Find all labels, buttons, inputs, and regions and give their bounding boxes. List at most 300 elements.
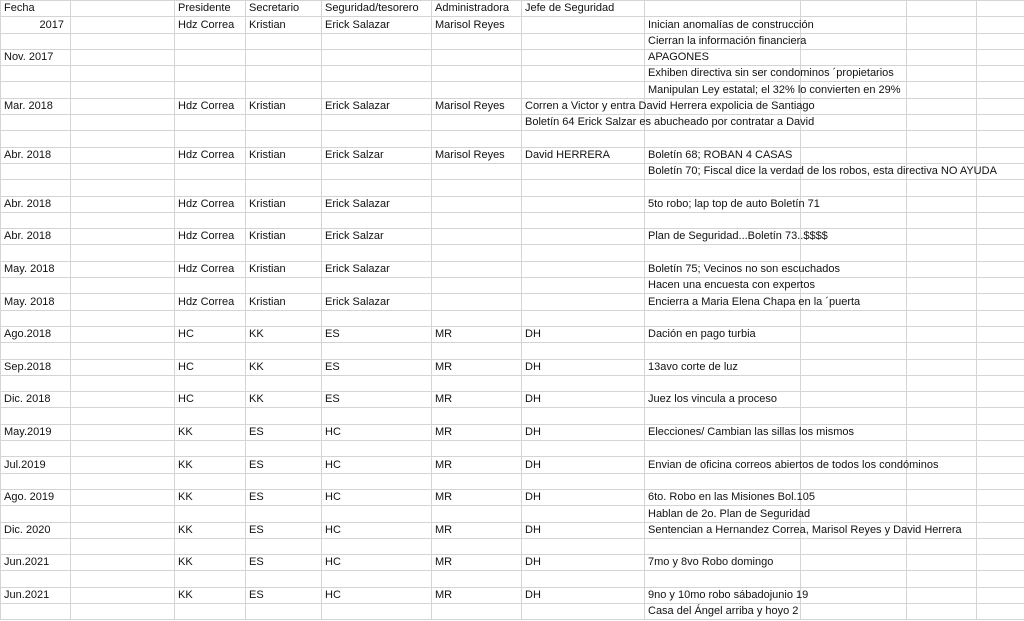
table-cell[interactable] xyxy=(246,163,322,179)
header-cell[interactable]: Fecha xyxy=(1,1,71,17)
table-cell[interactable] xyxy=(322,343,432,359)
table-cell[interactable] xyxy=(1,603,71,619)
table-cell[interactable] xyxy=(801,441,907,457)
table-cell[interactable]: HC xyxy=(322,587,432,603)
header-cell[interactable]: Secretario xyxy=(246,1,322,17)
table-cell[interactable] xyxy=(71,555,175,571)
table-cell[interactable] xyxy=(977,506,1024,522)
table-cell[interactable] xyxy=(246,278,322,294)
table-cell[interactable] xyxy=(432,115,522,131)
table-cell[interactable] xyxy=(1,66,71,82)
table-cell[interactable] xyxy=(907,506,977,522)
table-cell[interactable] xyxy=(801,489,907,505)
table-cell[interactable]: Boletín 68; ROBAN 4 CASAS xyxy=(645,147,801,163)
table-cell[interactable] xyxy=(645,538,801,554)
table-cell[interactable]: Boletín 64 Erick Salzar es abucheado por contratar a David xyxy=(522,115,645,131)
table-cell[interactable] xyxy=(977,33,1024,49)
table-cell[interactable] xyxy=(246,571,322,587)
table-cell[interactable] xyxy=(432,131,522,147)
table-cell[interactable] xyxy=(907,424,977,440)
table-cell[interactable] xyxy=(432,441,522,457)
table-cell[interactable]: HC xyxy=(175,392,246,408)
table-cell[interactable] xyxy=(977,408,1024,424)
table-cell[interactable] xyxy=(977,326,1024,342)
table-cell[interactable] xyxy=(71,326,175,342)
table-cell[interactable] xyxy=(801,49,907,65)
table-cell[interactable]: ES xyxy=(246,587,322,603)
table-cell[interactable] xyxy=(175,115,246,131)
table-cell[interactable] xyxy=(801,326,907,342)
table-cell[interactable] xyxy=(907,17,977,33)
table-cell[interactable] xyxy=(1,441,71,457)
table-cell[interactable] xyxy=(432,408,522,424)
table-cell[interactable] xyxy=(977,261,1024,277)
table-cell[interactable]: 2017 xyxy=(1,17,71,33)
table-cell[interactable] xyxy=(71,131,175,147)
table-cell[interactable]: Kristian xyxy=(246,196,322,212)
table-cell[interactable] xyxy=(907,82,977,98)
table-cell[interactable] xyxy=(801,115,907,131)
table-cell[interactable]: Sep.2018 xyxy=(1,359,71,375)
table-cell[interactable]: Hdz Correa xyxy=(175,196,246,212)
table-cell[interactable] xyxy=(522,571,645,587)
table-cell[interactable]: ES xyxy=(246,424,322,440)
table-cell[interactable] xyxy=(432,473,522,489)
table-cell[interactable] xyxy=(322,49,432,65)
table-cell[interactable] xyxy=(801,375,907,391)
table-cell[interactable] xyxy=(432,506,522,522)
table-cell[interactable] xyxy=(522,82,645,98)
table-cell[interactable] xyxy=(71,180,175,196)
table-cell[interactable]: DH xyxy=(522,522,645,538)
table-cell[interactable]: Marisol Reyes xyxy=(432,147,522,163)
table-cell[interactable] xyxy=(1,131,71,147)
header-cell[interactable] xyxy=(801,1,907,17)
table-cell[interactable] xyxy=(71,441,175,457)
table-cell[interactable]: Marisol Reyes xyxy=(432,98,522,114)
table-cell[interactable]: HC xyxy=(322,522,432,538)
table-cell[interactable] xyxy=(522,33,645,49)
table-cell[interactable] xyxy=(432,278,522,294)
table-cell[interactable] xyxy=(1,115,71,131)
table-cell[interactable] xyxy=(907,392,977,408)
table-cell[interactable] xyxy=(432,245,522,261)
table-cell[interactable] xyxy=(71,343,175,359)
table-cell[interactable] xyxy=(432,180,522,196)
table-cell[interactable] xyxy=(71,571,175,587)
table-cell[interactable] xyxy=(977,115,1024,131)
table-cell[interactable] xyxy=(907,294,977,310)
table-cell[interactable] xyxy=(71,408,175,424)
table-cell[interactable] xyxy=(522,261,645,277)
table-cell[interactable]: HC xyxy=(322,457,432,473)
table-cell[interactable]: Cierran la información financiera xyxy=(645,33,801,49)
table-cell[interactable]: Erick Salazar xyxy=(322,261,432,277)
table-cell[interactable] xyxy=(322,115,432,131)
table-cell[interactable] xyxy=(645,131,801,147)
table-cell[interactable] xyxy=(801,131,907,147)
table-cell[interactable]: DH xyxy=(522,392,645,408)
header-cell[interactable] xyxy=(645,1,801,17)
table-cell[interactable]: KK xyxy=(246,359,322,375)
table-cell[interactable] xyxy=(522,212,645,228)
table-cell[interactable]: Erick Salzar xyxy=(322,229,432,245)
table-cell[interactable]: ES xyxy=(246,457,322,473)
table-cell[interactable] xyxy=(801,587,907,603)
table-cell[interactable] xyxy=(246,115,322,131)
table-cell[interactable] xyxy=(175,49,246,65)
table-cell[interactable] xyxy=(977,245,1024,261)
table-cell[interactable] xyxy=(322,278,432,294)
table-cell[interactable] xyxy=(175,212,246,228)
table-cell[interactable] xyxy=(246,473,322,489)
header-cell[interactable]: Administradora xyxy=(432,1,522,17)
table-cell[interactable]: Envian de oficina correos abiertos de todos los condóminos xyxy=(645,457,801,473)
table-cell[interactable] xyxy=(71,506,175,522)
table-cell[interactable] xyxy=(432,229,522,245)
header-cell[interactable] xyxy=(907,1,977,17)
table-cell[interactable] xyxy=(71,212,175,228)
table-cell[interactable] xyxy=(175,473,246,489)
table-cell[interactable] xyxy=(907,180,977,196)
table-cell[interactable] xyxy=(977,375,1024,391)
table-cell[interactable] xyxy=(246,375,322,391)
table-cell[interactable] xyxy=(645,212,801,228)
table-cell[interactable] xyxy=(71,538,175,554)
table-cell[interactable]: KK xyxy=(175,424,246,440)
table-cell[interactable]: HC xyxy=(175,326,246,342)
table-cell[interactable] xyxy=(522,441,645,457)
table-cell[interactable] xyxy=(1,375,71,391)
table-cell[interactable] xyxy=(977,131,1024,147)
table-cell[interactable] xyxy=(907,212,977,228)
table-cell[interactable]: HC xyxy=(322,555,432,571)
table-cell[interactable] xyxy=(522,66,645,82)
table-cell[interactable] xyxy=(645,408,801,424)
table-cell[interactable] xyxy=(71,98,175,114)
table-cell[interactable]: MR xyxy=(432,489,522,505)
table-cell[interactable] xyxy=(175,343,246,359)
table-cell[interactable]: DH xyxy=(522,555,645,571)
table-cell[interactable] xyxy=(175,131,246,147)
table-cell[interactable]: Hdz Correa xyxy=(175,98,246,114)
table-cell[interactable] xyxy=(322,180,432,196)
table-cell[interactable] xyxy=(907,115,977,131)
table-cell[interactable]: Erick Salazar xyxy=(322,196,432,212)
table-cell[interactable] xyxy=(246,66,322,82)
table-cell[interactable] xyxy=(432,294,522,310)
table-cell[interactable]: DH xyxy=(522,326,645,342)
table-cell[interactable] xyxy=(71,489,175,505)
table-cell[interactable] xyxy=(645,375,801,391)
table-cell[interactable] xyxy=(432,310,522,326)
table-cell[interactable] xyxy=(1,163,71,179)
table-cell[interactable] xyxy=(907,473,977,489)
table-cell[interactable] xyxy=(907,571,977,587)
table-cell[interactable] xyxy=(1,310,71,326)
table-cell[interactable]: Marisol Reyes xyxy=(432,17,522,33)
table-cell[interactable] xyxy=(1,408,71,424)
table-cell[interactable] xyxy=(246,212,322,228)
table-cell[interactable] xyxy=(977,278,1024,294)
table-cell[interactable]: 7mo y 8vo Robo domingo xyxy=(645,555,801,571)
table-cell[interactable]: MR xyxy=(432,555,522,571)
table-cell[interactable] xyxy=(246,603,322,619)
table-cell[interactable] xyxy=(432,343,522,359)
table-cell[interactable] xyxy=(801,506,907,522)
table-cell[interactable]: DH xyxy=(522,424,645,440)
table-cell[interactable]: APAGONES xyxy=(645,49,801,65)
table-cell[interactable] xyxy=(645,441,801,457)
table-cell[interactable] xyxy=(645,310,801,326)
table-cell[interactable] xyxy=(175,441,246,457)
table-cell[interactable] xyxy=(246,343,322,359)
table-cell[interactable] xyxy=(907,538,977,554)
table-cell[interactable] xyxy=(1,473,71,489)
header-cell[interactable]: Seguridad/tesorero xyxy=(322,1,432,17)
table-cell[interactable] xyxy=(175,278,246,294)
table-cell[interactable]: Kristian xyxy=(246,17,322,33)
header-cell[interactable]: Presidente xyxy=(175,1,246,17)
table-cell[interactable] xyxy=(1,212,71,228)
table-cell[interactable]: 9no y 10mo robo sábadojunio 19 xyxy=(645,587,801,603)
table-cell[interactable]: ES xyxy=(246,555,322,571)
table-cell[interactable] xyxy=(907,326,977,342)
table-cell[interactable] xyxy=(977,212,1024,228)
table-cell[interactable]: Inician anomalías de construcción xyxy=(645,17,801,33)
table-cell[interactable]: Hdz Correa xyxy=(175,294,246,310)
table-cell[interactable] xyxy=(246,506,322,522)
table-cell[interactable] xyxy=(977,441,1024,457)
table-cell[interactable]: Erick Salazar xyxy=(322,294,432,310)
table-cell[interactable] xyxy=(977,98,1024,114)
table-cell[interactable] xyxy=(71,261,175,277)
table-cell[interactable] xyxy=(175,506,246,522)
table-cell[interactable] xyxy=(801,17,907,33)
table-cell[interactable] xyxy=(977,424,1024,440)
table-cell[interactable] xyxy=(71,294,175,310)
table-cell[interactable] xyxy=(1,33,71,49)
table-cell[interactable] xyxy=(246,441,322,457)
table-cell[interactable] xyxy=(907,66,977,82)
table-cell[interactable] xyxy=(977,571,1024,587)
table-cell[interactable] xyxy=(977,49,1024,65)
table-cell[interactable] xyxy=(71,587,175,603)
table-cell[interactable] xyxy=(71,66,175,82)
table-cell[interactable] xyxy=(71,82,175,98)
table-cell[interactable] xyxy=(71,17,175,33)
table-cell[interactable] xyxy=(322,163,432,179)
table-cell[interactable] xyxy=(907,603,977,619)
table-cell[interactable] xyxy=(322,66,432,82)
table-cell[interactable] xyxy=(432,538,522,554)
table-cell[interactable] xyxy=(522,17,645,33)
table-cell[interactable] xyxy=(977,473,1024,489)
table-cell[interactable] xyxy=(522,538,645,554)
table-cell[interactable] xyxy=(801,33,907,49)
table-cell[interactable]: Erick Salazar xyxy=(322,17,432,33)
table-cell[interactable] xyxy=(322,571,432,587)
table-cell[interactable] xyxy=(977,147,1024,163)
table-cell[interactable]: Dic. 2020 xyxy=(1,522,71,538)
table-cell[interactable]: 5to robo; lap top de auto Boletín 71 xyxy=(645,196,801,212)
table-cell[interactable] xyxy=(801,603,907,619)
table-cell[interactable] xyxy=(71,457,175,473)
table-cell[interactable] xyxy=(522,603,645,619)
table-cell[interactable] xyxy=(432,603,522,619)
table-cell[interactable]: HC xyxy=(322,424,432,440)
table-cell[interactable] xyxy=(71,375,175,391)
table-cell[interactable]: DH xyxy=(522,359,645,375)
table-cell[interactable] xyxy=(522,473,645,489)
table-cell[interactable] xyxy=(246,49,322,65)
table-cell[interactable]: MR xyxy=(432,522,522,538)
table-cell[interactable] xyxy=(645,473,801,489)
table-cell[interactable]: HC xyxy=(175,359,246,375)
table-cell[interactable]: DH xyxy=(522,489,645,505)
table-cell[interactable] xyxy=(322,441,432,457)
table-cell[interactable] xyxy=(322,603,432,619)
table-cell[interactable] xyxy=(801,359,907,375)
table-cell[interactable] xyxy=(977,603,1024,619)
table-cell[interactable] xyxy=(907,587,977,603)
table-cell[interactable] xyxy=(907,375,977,391)
table-cell[interactable] xyxy=(175,310,246,326)
table-cell[interactable]: Encierra a Maria Elena Chapa en la ´puerta xyxy=(645,294,801,310)
table-cell[interactable]: Dic. 2018 xyxy=(1,392,71,408)
table-cell[interactable] xyxy=(432,375,522,391)
table-cell[interactable] xyxy=(1,538,71,554)
table-cell[interactable] xyxy=(801,571,907,587)
table-cell[interactable]: Hacen una encuesta con expertos xyxy=(645,278,801,294)
table-cell[interactable] xyxy=(907,131,977,147)
table-cell[interactable] xyxy=(71,278,175,294)
table-cell[interactable] xyxy=(977,555,1024,571)
table-cell[interactable]: May. 2018 xyxy=(1,294,71,310)
table-cell[interactable] xyxy=(977,310,1024,326)
table-cell[interactable]: Dación en pago turbia xyxy=(645,326,801,342)
table-cell[interactable] xyxy=(71,359,175,375)
table-cell[interactable] xyxy=(322,131,432,147)
table-cell[interactable] xyxy=(322,408,432,424)
table-cell[interactable]: Manipulan Ley estatal; el 32% lo convierten en 29% xyxy=(645,82,801,98)
table-cell[interactable] xyxy=(977,392,1024,408)
table-cell[interactable] xyxy=(907,310,977,326)
table-cell[interactable] xyxy=(977,587,1024,603)
table-cell[interactable] xyxy=(246,131,322,147)
table-cell[interactable] xyxy=(322,538,432,554)
table-cell[interactable] xyxy=(322,375,432,391)
table-cell[interactable] xyxy=(71,392,175,408)
table-cell[interactable]: Hdz Correa xyxy=(175,261,246,277)
table-cell[interactable]: ES xyxy=(246,489,322,505)
table-cell[interactable] xyxy=(801,408,907,424)
table-cell[interactable] xyxy=(907,261,977,277)
table-cell[interactable] xyxy=(1,571,71,587)
table-cell[interactable] xyxy=(175,538,246,554)
table-cell[interactable]: KK xyxy=(175,522,246,538)
table-cell[interactable] xyxy=(175,375,246,391)
table-cell[interactable]: May. 2018 xyxy=(1,261,71,277)
table-cell[interactable] xyxy=(175,245,246,261)
table-cell[interactable] xyxy=(175,571,246,587)
table-cell[interactable]: Hdz Correa xyxy=(175,229,246,245)
table-cell[interactable] xyxy=(522,196,645,212)
table-cell[interactable]: MR xyxy=(432,424,522,440)
table-cell[interactable]: Kristian xyxy=(246,98,322,114)
table-cell[interactable] xyxy=(977,294,1024,310)
table-cell[interactable] xyxy=(977,180,1024,196)
table-cell[interactable] xyxy=(977,489,1024,505)
table-cell[interactable]: ES xyxy=(322,392,432,408)
table-cell[interactable] xyxy=(1,506,71,522)
table-cell[interactable]: 13avo corte de luz xyxy=(645,359,801,375)
table-cell[interactable]: Corren a Victor y entra David Herrera expolicia de Santiago xyxy=(522,98,645,114)
table-cell[interactable] xyxy=(977,457,1024,473)
table-cell[interactable]: Juez los vincula a proceso xyxy=(645,392,801,408)
table-cell[interactable] xyxy=(801,538,907,554)
table-cell[interactable]: ES xyxy=(322,359,432,375)
table-cell[interactable] xyxy=(522,408,645,424)
table-cell[interactable] xyxy=(645,343,801,359)
table-cell[interactable]: Hdz Correa xyxy=(175,17,246,33)
table-cell[interactable] xyxy=(246,245,322,261)
table-cell[interactable]: Abr. 2018 xyxy=(1,147,71,163)
table-cell[interactable]: Kristian xyxy=(246,229,322,245)
table-cell[interactable] xyxy=(71,49,175,65)
table-cell[interactable] xyxy=(907,555,977,571)
table-cell[interactable] xyxy=(71,115,175,131)
table-cell[interactable] xyxy=(977,229,1024,245)
table-cell[interactable] xyxy=(432,196,522,212)
table-cell[interactable] xyxy=(907,98,977,114)
table-cell[interactable] xyxy=(907,441,977,457)
table-cell[interactable]: Ago.2018 xyxy=(1,326,71,342)
table-cell[interactable] xyxy=(71,229,175,245)
table-cell[interactable]: MR xyxy=(432,457,522,473)
table-cell[interactable] xyxy=(977,17,1024,33)
table-cell[interactable] xyxy=(175,66,246,82)
table-cell[interactable] xyxy=(175,408,246,424)
table-cell[interactable] xyxy=(907,343,977,359)
table-cell[interactable] xyxy=(977,82,1024,98)
table-cell[interactable] xyxy=(522,506,645,522)
table-cell[interactable]: May.2019 xyxy=(1,424,71,440)
header-cell[interactable] xyxy=(977,1,1024,17)
table-cell[interactable]: Sentencian a Hernandez Correa, Marisol Reyes y David Herrera xyxy=(645,522,801,538)
table-cell[interactable] xyxy=(801,392,907,408)
table-cell[interactable]: Abr. 2018 xyxy=(1,196,71,212)
table-cell[interactable] xyxy=(175,603,246,619)
table-cell[interactable] xyxy=(322,473,432,489)
table-cell[interactable] xyxy=(246,180,322,196)
table-cell[interactable] xyxy=(801,147,907,163)
table-cell[interactable] xyxy=(801,278,907,294)
table-cell[interactable] xyxy=(522,49,645,65)
table-cell[interactable] xyxy=(432,66,522,82)
table-cell[interactable]: MR xyxy=(432,326,522,342)
table-cell[interactable] xyxy=(322,33,432,49)
table-cell[interactable] xyxy=(432,212,522,228)
table-cell[interactable] xyxy=(522,375,645,391)
table-cell[interactable] xyxy=(246,538,322,554)
table-cell[interactable] xyxy=(907,359,977,375)
table-cell[interactable] xyxy=(522,131,645,147)
table-cell[interactable] xyxy=(322,212,432,228)
table-cell[interactable]: 6to. Robo en las Misiones Bol.105 xyxy=(645,489,801,505)
table-cell[interactable] xyxy=(907,49,977,65)
table-cell[interactable]: Kristian xyxy=(246,261,322,277)
